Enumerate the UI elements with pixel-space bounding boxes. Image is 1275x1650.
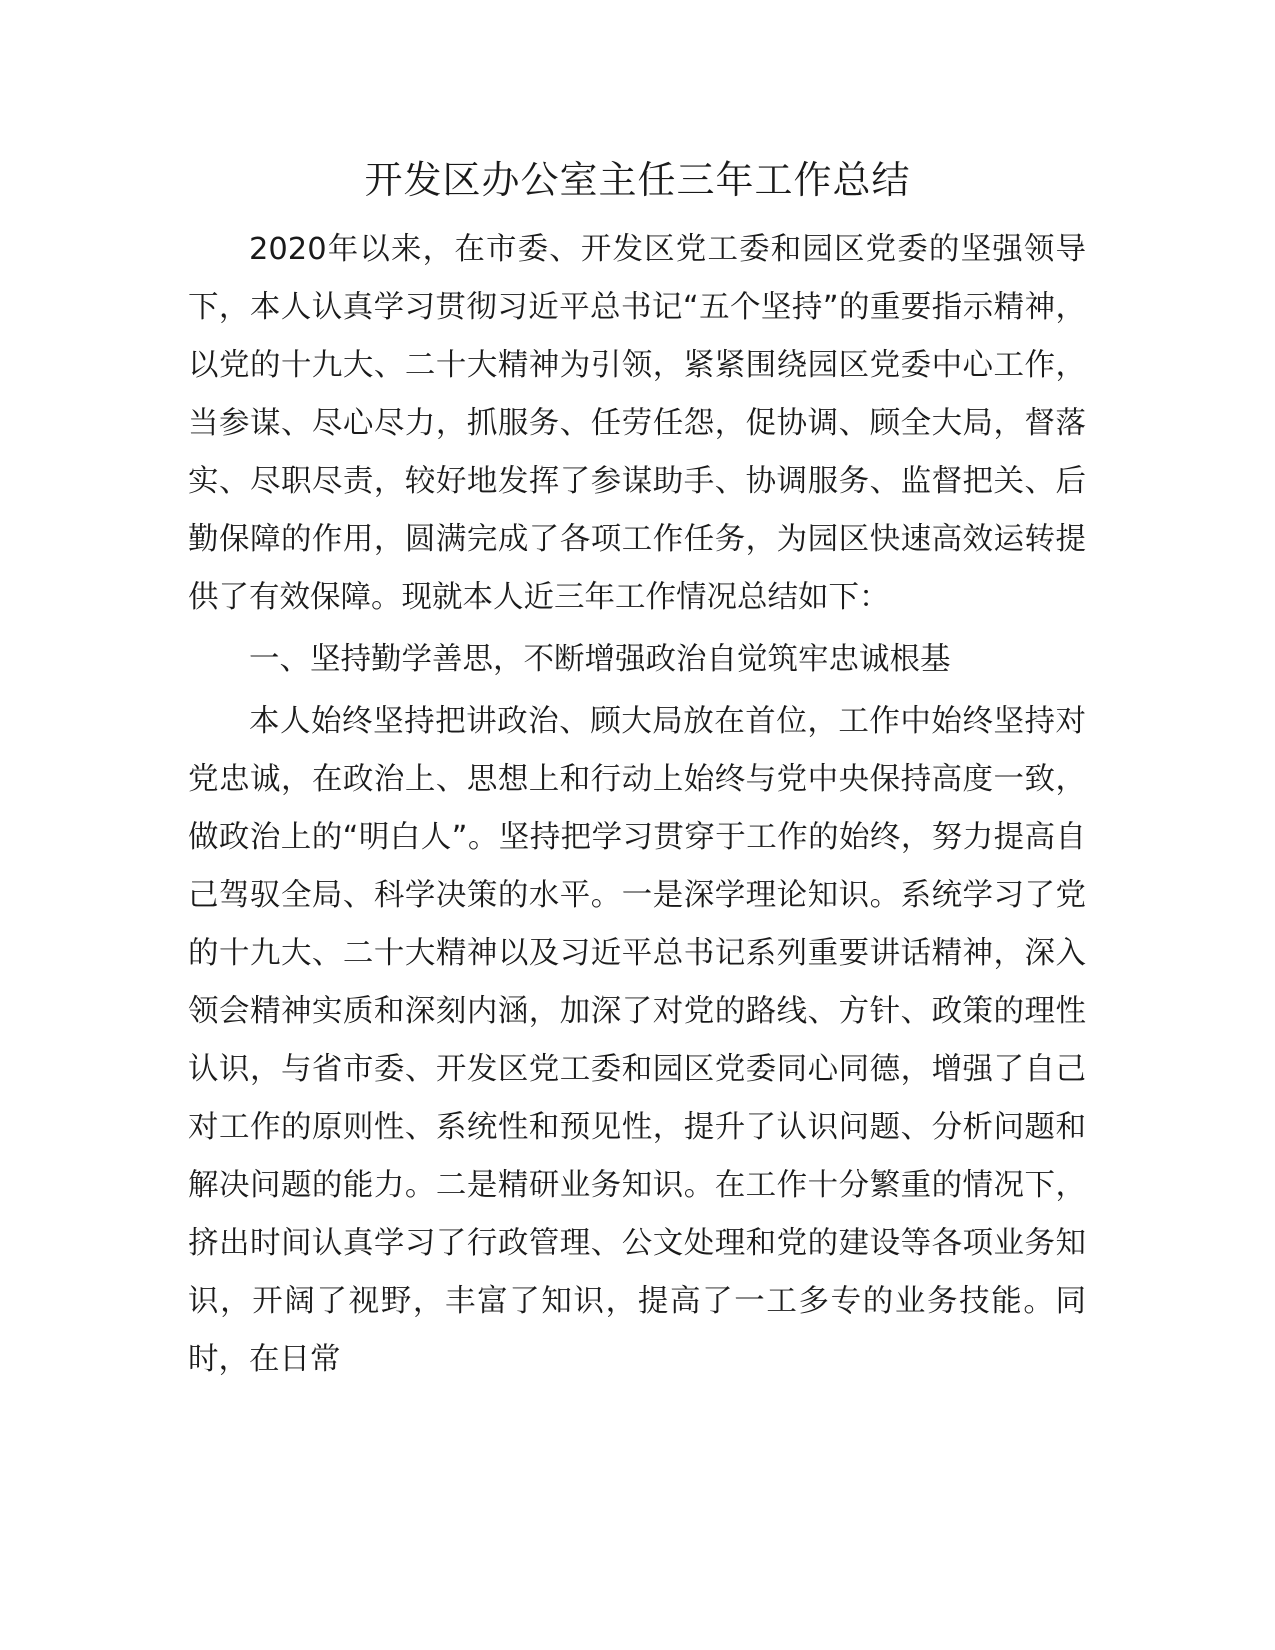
intro-paragraph: 2020年以来，在市委、开发区党工委和园区党委的坚强领导下，本人认真学习贯彻习近平总书记“五个坚持”的重要指示精神，以党的十九大、二十大精神为引领，紧紧围绕园区党委中心工作，当参谋、尽心尽力，抓服务、任劳任怨，促协调、顾全大局，督落实、尽职尽责，较好地发挥了参谋助手、协调服务、监督把关、后勤保障的作用，圆满完成了各项工作任务，为园区快速高效运转提供了有效保障。现就本人近三年工作情况总结如下： [188, 232, 1086, 615]
section-1-paragraph: 本人始终坚持把讲政治、顾大局放在首位，工作中始终坚持对党忠诚，在政治上、思想上和行动上始终与党中央保持高度一致，做政治上的“明白人”。坚持把学习贯穿于工作的始终，努力提高自己驾驭全局、科学决策的水平。一是深学理论知识。系统学习了党的十九大、二十大精神以及习近平总书记系列重要讲话精神，深入领会精神实质和深刻内涵，加深了对党的路线、方针、政策的理性认识，与省市委、开发区党工委和园区党委同心同德，增强了自己对工作的原则性、系统性和预见性，提升了认识问题、分析问题和解决问题的能力。二是精研业务知识。在工作十分繁重的情况下，挤出时间认真学习了行政管理、公文处理和党的建设等各项业务知识，开阔了视野，丰富了知识，提高了一工多专的业务技能。同时，在日常 [188, 704, 1086, 1377]
document-title: 开发区办公室主任三年工作总结 [364, 158, 911, 202]
section-heading-1: 一、坚持勤学善思，不断增强政治自觉筑牢忠诚根基 [249, 642, 951, 677]
document-body [188, 221, 1086, 1389]
